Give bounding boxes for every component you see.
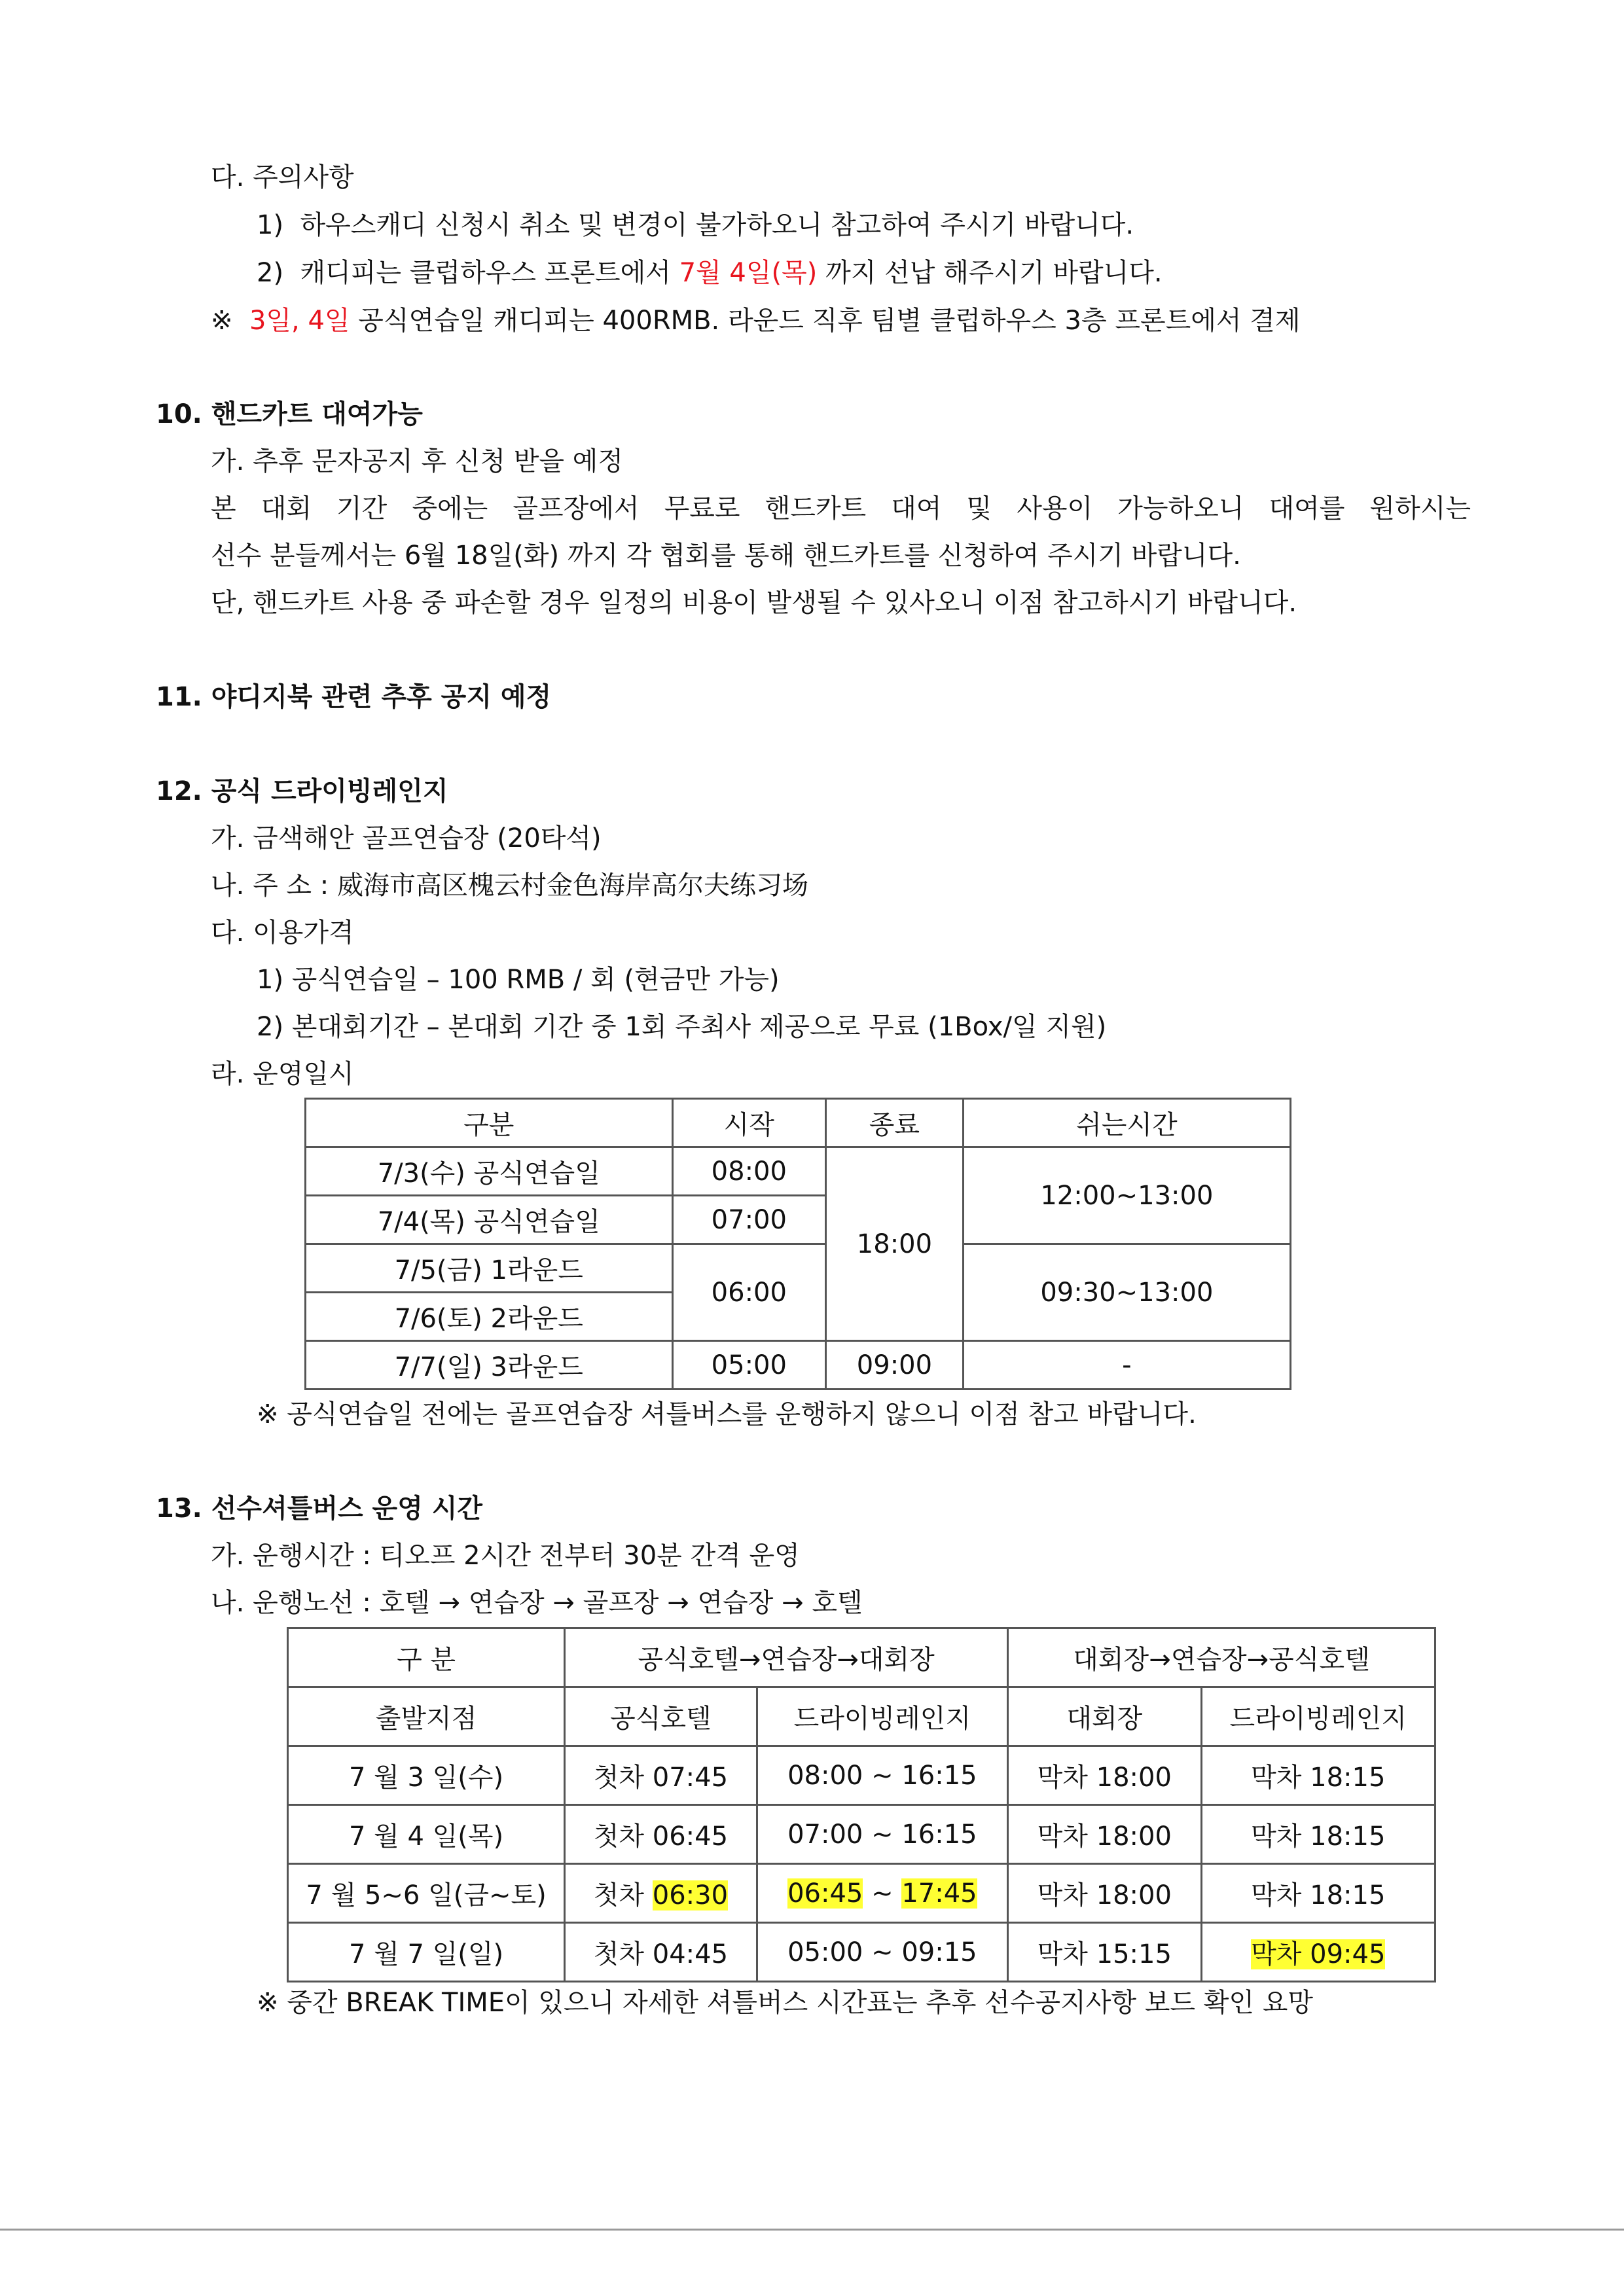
range-hours-table (304, 1098, 1291, 1390)
section-13-title: 13. 선수셔틀버스 운영 시간 (156, 1494, 483, 1524)
row-range-return (1201, 1746, 1435, 1805)
row-hotel (565, 1746, 757, 1805)
header-break: 쉬는시간 (963, 1099, 1290, 1147)
row-range-return (1201, 1923, 1435, 1982)
table-header-row (288, 1628, 1435, 1687)
range-price-practice: 1) 공식연습일 – 100 RMB / 회 (현금만 가능) (257, 965, 780, 995)
range-start: 08:00 (787, 1760, 863, 1791)
row-venue: 막차 18:00 (1008, 1864, 1202, 1923)
row-break: - (963, 1341, 1290, 1390)
section-11-title: 11. 야디지북 관련 추후 공지 예정 (156, 682, 552, 712)
row-division: 7/6(토) 2라운드 (306, 1293, 673, 1341)
range-end: 09:15 (901, 1937, 977, 1967)
section-12-title: 12. 공식 드라이빙레인지 (156, 776, 448, 806)
row-division: 7/7(일) 3라운드 (306, 1341, 673, 1390)
header-driving-range: 드라이빙레인지 (1201, 1687, 1435, 1746)
caution-item-2 (257, 255, 1163, 291)
caution-note-dates: 3일, 4일 (249, 306, 350, 336)
header-division: 구 분 (288, 1628, 565, 1687)
header-venue: 대회장 (1008, 1687, 1202, 1746)
shuttle-break-note: ※ 중간 BREAK TIME이 있으니 자세한 셔틀버스 시간표는 추후 선수공지사항 보드 확인 요망 (257, 1988, 1314, 2018)
header-start: 시작 (672, 1099, 826, 1147)
table-row (306, 1147, 1291, 1196)
caution-note (211, 302, 1301, 339)
last-bus-time: 18:15 (1310, 1880, 1386, 1910)
caution-item-2-pre: 캐디피는 클럽하우스 프론트에서 (300, 258, 679, 288)
row-date: 7 월 5~6 일(금~토) (288, 1864, 565, 1923)
last-bus-time: 18:15 (1310, 1763, 1386, 1793)
caution-item-2-number: 2) (257, 258, 284, 288)
table-row (288, 1746, 1435, 1805)
range-name: 가. 금색해안 골프연습장 (20타석) (211, 823, 602, 853)
caution-item-1-text: 하우스캐디 신청시 취소 및 변경이 불가하오니 참고하여 주시기 바랍니다. (300, 210, 1134, 240)
row-break-merged: 12:00~13:00 (963, 1147, 1290, 1244)
range-address-value: 威海市高区槐云村金色海岸高尔夫练习场 (336, 870, 808, 901)
range-price-tournament: 2) 본대회기간 – 본대회 기간 중 1회 주최사 제공으로 무료 (1Box/일 지원) (257, 1012, 1107, 1042)
row-start-merged: 06:00 (672, 1244, 826, 1341)
header-departure: 출발지점 (288, 1687, 565, 1746)
range-end: 16:15 (901, 1760, 977, 1791)
section-10-line-4: 단, 핸드카트 사용 중 파손할 경우 일정의 비용이 발생될 수 있사오니 이점 참고하시기 바랍니다. (211, 588, 1297, 618)
row-division: 7/4(목) 공식연습일 (306, 1196, 673, 1244)
row-range-return (1201, 1805, 1435, 1864)
row-venue: 막차 18:00 (1008, 1746, 1202, 1805)
shuttle-route: 나. 운행노선 : 호텔 → 연습장 → 골프장 → 연습장 → 호텔 (211, 1588, 863, 1618)
last-bus-label: 막차 (1251, 1880, 1310, 1910)
row-hotel (565, 1923, 757, 1982)
first-bus-time: 07:45 (652, 1763, 729, 1793)
first-bus-time: 04:45 (652, 1939, 729, 1969)
first-bus-label: 첫차 (593, 1880, 653, 1910)
row-venue: 막차 18:00 (1008, 1805, 1202, 1864)
last-bus-time: 18:15 (1310, 1821, 1386, 1852)
range-shuttle-note: ※ 공식연습일 전에는 골프연습장 셔틀버스를 운행하지 않으니 이점 참고 바랍니다. (257, 1399, 1197, 1429)
row-range (757, 1805, 1007, 1864)
row-start: 05:00 (672, 1341, 826, 1390)
row-division: 7/3(수) 공식연습일 (306, 1147, 673, 1196)
caution-item-2-deadline: 7월 4일(목) (679, 258, 818, 288)
range-price-heading: 다. 이용가격 (211, 918, 354, 948)
table-row (288, 1923, 1435, 1982)
range-address (211, 867, 808, 904)
header-end: 종료 (826, 1099, 964, 1147)
row-end: 09:00 (826, 1341, 964, 1390)
row-end-merged: 18:00 (826, 1147, 964, 1341)
first-bus-time: 06:45 (652, 1821, 729, 1852)
table-row (288, 1805, 1435, 1864)
header-driving-range: 드라이빙레인지 (757, 1687, 1007, 1746)
header-route-outbound: 공식호텔→연습장→대회장 (565, 1628, 1008, 1687)
row-range (757, 1864, 1007, 1923)
section-10-line-2: 본 대회 기간 중에는 골프장에서 무료로 핸드카트 대여 및 사용이 가능하오니 대여를 원하시는 (211, 493, 1471, 524)
row-division: 7/5(금) 1라운드 (306, 1244, 673, 1293)
table-header-row (306, 1099, 1291, 1147)
row-date: 7 월 4 일(목) (288, 1805, 565, 1864)
row-start: 08:00 (672, 1147, 826, 1196)
row-range (757, 1746, 1007, 1805)
first-bus-time-highlighted: 06:30 (652, 1880, 729, 1910)
last-bus-time-highlighted: 막차 09:45 (1251, 1939, 1386, 1969)
range-end-highlighted: 17:45 (901, 1878, 977, 1909)
range-start: 07:00 (787, 1819, 863, 1850)
row-hotel (565, 1805, 757, 1864)
caution-item-1 (257, 207, 1134, 243)
range-hours-heading: 라. 운영일시 (211, 1059, 354, 1089)
range-sep: ~ (863, 1760, 902, 1791)
row-date: 7 월 3 일(수) (288, 1746, 565, 1805)
range-sep: ~ (863, 1878, 902, 1909)
caution-note-text: 공식연습일 캐디피는 400RMB. 라운드 직후 팀별 클럽하우스 3층 프론트에서 결제 (350, 306, 1301, 336)
header-division: 구분 (306, 1099, 673, 1147)
section-10-line-3: 선수 분들께서는 6월 18일(화) 까지 각 협회를 통해 핸드카트를 신청하여 주시기 바랍니다. (211, 541, 1241, 571)
first-bus-label: 첫차 (593, 1939, 653, 1969)
table-header-row (288, 1687, 1435, 1746)
caution-item-1-number: 1) (257, 210, 284, 240)
first-bus-label: 첫차 (593, 1763, 653, 1793)
caution-item-2-post: 까지 선납 해주시기 바랍니다. (817, 258, 1163, 288)
range-start: 05:00 (787, 1937, 863, 1967)
last-bus-label: 막차 (1251, 1763, 1310, 1793)
table-row (288, 1864, 1435, 1923)
section-10-line-1: 가. 추후 문자공지 후 신청 받을 예정 (211, 446, 623, 476)
header-route-return: 대회장→연습장→공식호텔 (1008, 1628, 1435, 1687)
footer-divider (0, 2229, 1624, 2231)
row-hotel (565, 1864, 757, 1923)
row-range-return (1201, 1864, 1435, 1923)
row-start: 07:00 (672, 1196, 826, 1244)
row-break-merged: 09:30~13:00 (963, 1244, 1290, 1341)
section-10-title: 10. 핸드카트 대여가능 (156, 399, 423, 429)
reference-mark-icon: ※ (211, 306, 233, 336)
first-bus-label: 첫차 (593, 1821, 653, 1852)
range-end: 16:15 (901, 1819, 977, 1850)
table-row (306, 1244, 1291, 1293)
row-range (757, 1923, 1007, 1982)
range-sep: ~ (863, 1819, 902, 1850)
row-date: 7 월 7 일(일) (288, 1923, 565, 1982)
range-address-label: 나. 주 소 : (211, 870, 337, 901)
shuttle-hours: 가. 운행시간 : 티오프 2시간 전부터 30분 간격 운영 (211, 1541, 800, 1571)
range-start-highlighted: 06:45 (787, 1878, 863, 1909)
shuttle-table (287, 1627, 1436, 1982)
table-row (306, 1341, 1291, 1390)
range-sep: ~ (863, 1937, 902, 1967)
header-hotel: 공식호텔 (565, 1687, 757, 1746)
caution-heading: 다. 주의사항 (211, 162, 354, 192)
row-venue: 막차 15:15 (1008, 1923, 1202, 1982)
last-bus-label: 막차 (1251, 1821, 1310, 1852)
